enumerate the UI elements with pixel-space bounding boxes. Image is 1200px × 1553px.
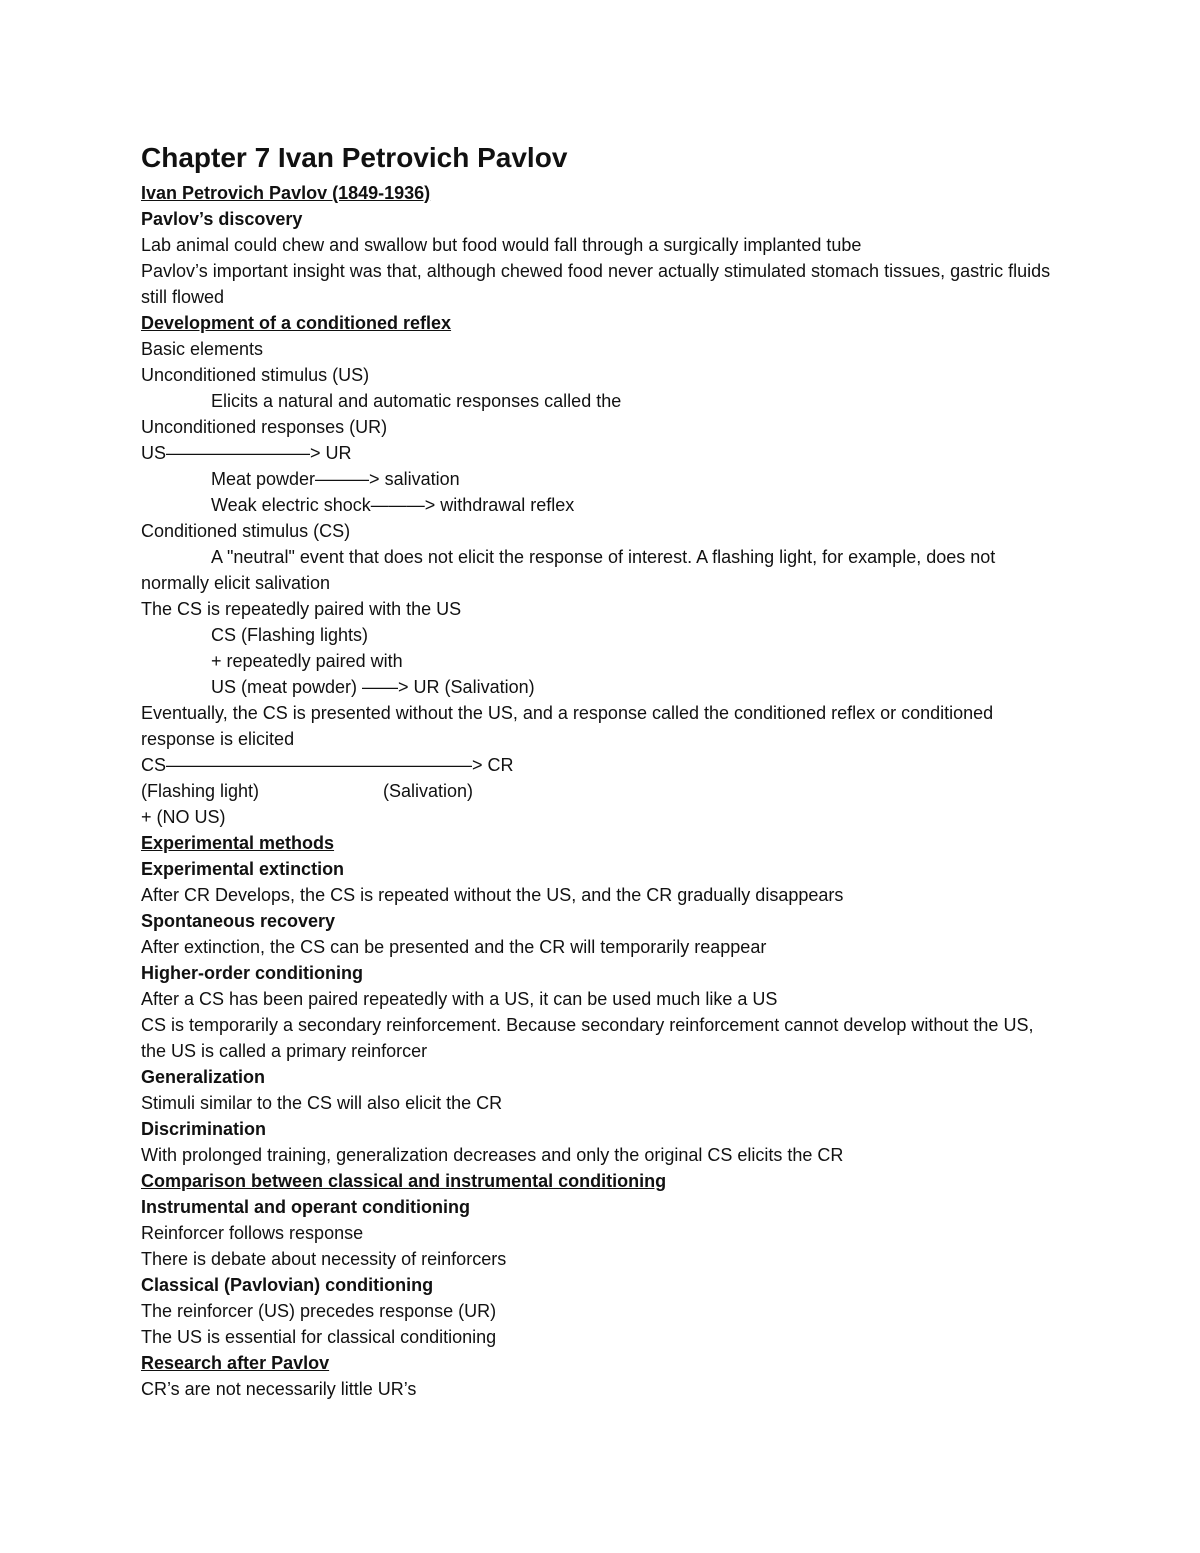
text-line: US————————> UR: [141, 443, 352, 463]
text-line: There is debate about necessity of reinforcers: [141, 1249, 507, 1269]
document-title: Chapter 7 Ivan Petrovich Pavlov: [141, 142, 568, 173]
section-heading: Comparison between classical and instrumental conditioning: [141, 1171, 667, 1191]
indented-line: Meat powder———> salivation: [211, 469, 460, 489]
document-body: [141, 180, 1061, 1402]
section-heading: Experimental methods: [141, 833, 335, 853]
subsection-heading: Discrimination: [141, 1119, 267, 1139]
left-label: (Flashing light): [141, 781, 260, 801]
paragraph: Eventually, the CS is presented without the US, and a response called the conditioned reflex or conditioned response is elicited: [141, 703, 994, 749]
indented-line: Weak electric shock———> withdrawal reflex: [211, 495, 575, 515]
section-heading: Research after Pavlov: [141, 1353, 330, 1373]
subsection-heading: Spontaneous recovery: [141, 911, 336, 931]
subsection-heading: Experimental extinction: [141, 859, 345, 879]
subsection-heading: Generalization: [141, 1067, 266, 1087]
paragraph: CS is temporarily a secondary reinforcement. Because secondary reinforcement cannot develop without the US, the US is called a primary reinforcer: [141, 1015, 1034, 1061]
text-line: CR’s are not necessarily little UR’s: [141, 1379, 417, 1399]
section-heading: Ivan Petrovich Pavlov (1849-1936): [141, 183, 431, 203]
subsection-heading: Instrumental and operant conditioning: [141, 1197, 471, 1217]
subsection-heading: Classical (Pavlovian) conditioning: [141, 1275, 434, 1295]
section-heading: Development of a conditioned reflex: [141, 313, 452, 333]
text-line: The CS is repeatedly paired with the US: [141, 599, 462, 619]
indented-line: US (meat powder) ——> UR (Salivation): [211, 677, 535, 697]
indented-line: Elicits a natural and automatic responses called the: [211, 391, 622, 411]
text-line: After a CS has been paired repeatedly with a US, it can be used much like a US: [141, 989, 778, 1009]
text-line: The US is essential for classical conditioning: [141, 1327, 497, 1347]
document-page: [141, 140, 1061, 1402]
text-line: Basic elements: [141, 339, 264, 359]
text-line: With prolonged training, generalization decreases and only the original CS elicits the CR: [141, 1145, 844, 1165]
text-line: Unconditioned responses (UR): [141, 417, 388, 437]
text-line: + (NO US): [141, 807, 226, 827]
right-label: (Salivation): [383, 781, 474, 801]
subsection-heading: Higher-order conditioning: [141, 963, 363, 983]
text-line: Unconditioned stimulus (US): [141, 365, 370, 385]
indented-line: + repeatedly paired with: [211, 651, 403, 671]
text-line: Conditioned stimulus (CS): [141, 521, 351, 541]
text-line: Reinforcer follows response: [141, 1223, 364, 1243]
text-line: Lab animal could chew and swallow but food would fall through a surgically implanted tube: [141, 235, 862, 255]
indented-line: CS (Flashing lights): [211, 625, 369, 645]
paragraph: Pavlov’s important insight was that, although chewed food never actually stimulated stomach tissues, gastric fluids still flowed: [141, 261, 1051, 307]
two-column-line: [141, 778, 1061, 804]
text-line: CS—————————————————> CR: [141, 755, 514, 775]
subsection-heading: Pavlov’s discovery: [141, 209, 303, 229]
text-line: After extinction, the CS can be presented and the CR will temporarily reappear: [141, 937, 767, 957]
text-line: After CR Develops, the CS is repeated without the US, and the CR gradually disappears: [141, 885, 844, 905]
indented-paragraph: A "neutral" event that does not elicit the response of interest. A flashing light, for example, does not normally elicit salivation: [141, 547, 996, 593]
text-line: Stimuli similar to the CS will also elicit the CR: [141, 1093, 503, 1113]
text-line: The reinforcer (US) precedes response (UR): [141, 1301, 497, 1321]
